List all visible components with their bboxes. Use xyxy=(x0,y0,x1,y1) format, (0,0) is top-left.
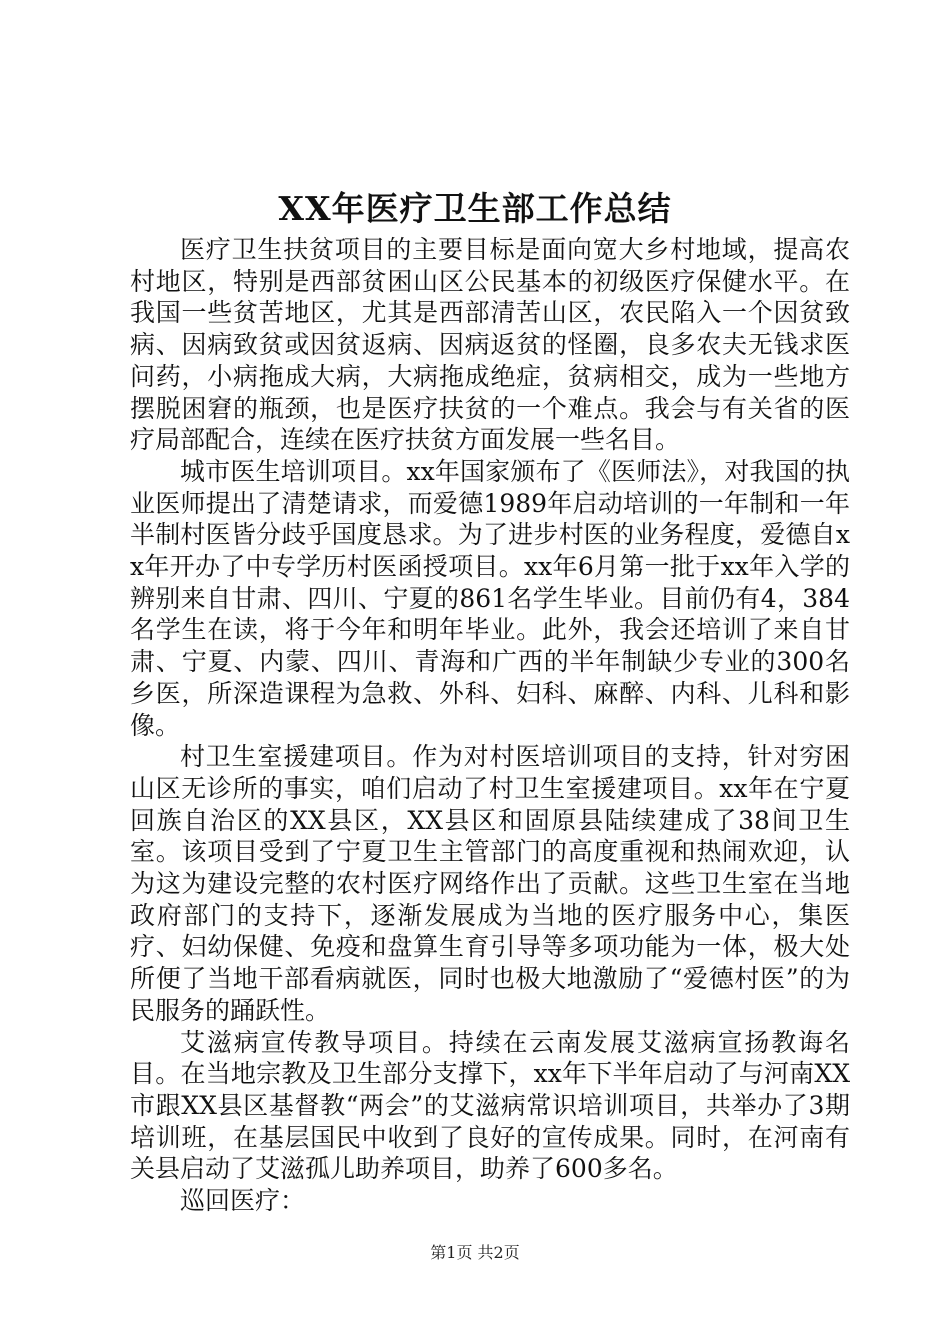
paragraph-mobile-medical: 巡回医疗： xyxy=(180,1186,306,1216)
document-body xyxy=(130,234,850,1217)
paragraph-village-clinic: 村卫生室援建项目。作为对村医培训项目的支持，针对穷困山区无诊所的事实，咱们启动了村卫生室援建项目。xx年在宁夏回族自治区的XX县区，XX县区和固原县陆续建成了38间卫生室。该项目受到了宁夏卫生主管部门的高度重视和热闹欢迎，认为这为建设完整的农村医疗网络作出了贡献。这些卫生室在当地政府部门的支持下，逐渐发展成为当地的医疗服务中心，集医疗、妇幼保健、免疫和盘算生育引导等多项功能为一体，极大处所便了当地干部看病就医，同时也极大地激励了“爱德村医”的为民服务的踊跃性。 xyxy=(130,742,850,1025)
document-title: XX年医疗卫生部工作总结 xyxy=(278,189,672,228)
page-footer: 第1页 共2页 xyxy=(430,1243,520,1262)
paragraph-doctor-training: 城市医生培训项目。xx年国家颁布了《医师法》，对我国的执业医师提出了清楚请求，而爱德1989年启动培训的一年制和一年半制村医皆分歧乎国度恳求。为了进步村医的业务程度，爱德自xx年开办了中专学历村医函授项目。xx年6月第一批于xx年入学的辨别来自甘肃、四川、宁夏的861名学生毕业。目前仍有4，384名学生在读，将于今年和明年毕业。此外，我会还培训了来自甘肃、宁夏、内蒙、四川、青海和广西的半年制缺少专业的300名乡医，所深造课程为急救、外科、妇科、麻醉、内科、儿科和影像。 xyxy=(130,456,850,740)
paragraph-medical-poverty-relief: 医疗卫生扶贫项目的主要目标是面向宽大乡村地域，提高农村地区，特别是西部贫困山区公民基本的初级医疗保健水平。在我国一些贫苦地区，尤其是西部清苦山区，农民陷入一个因贫致病、因病致贫或因贫返病、因病返贫的怪圈，良多农夫无钱求医问药，小病拖成大病，大病拖成绝症，贫病相交，成为一些地方摆脱困窘的瓶颈，也是医疗扶贫的一个难点。我会与有关省的医疗局部配合，连续在医疗扶贫方面发展一些名目。 xyxy=(130,235,850,455)
paragraph-aids-education: 艾滋病宣传教导项目。持续在云南发展艾滋病宣扬教诲名目。在当地宗教及卫生部分支撑下，xx年下半年启动了与河南XX市跟XX县区基督教“两会”的艾滋病常识培训项目，共举办了3期培训班，在基层国民中收到了良好的宣传成果。同时，在河南有关县启动了艾滋孤儿助养项目，助养了600多名。 xyxy=(130,1027,850,1184)
